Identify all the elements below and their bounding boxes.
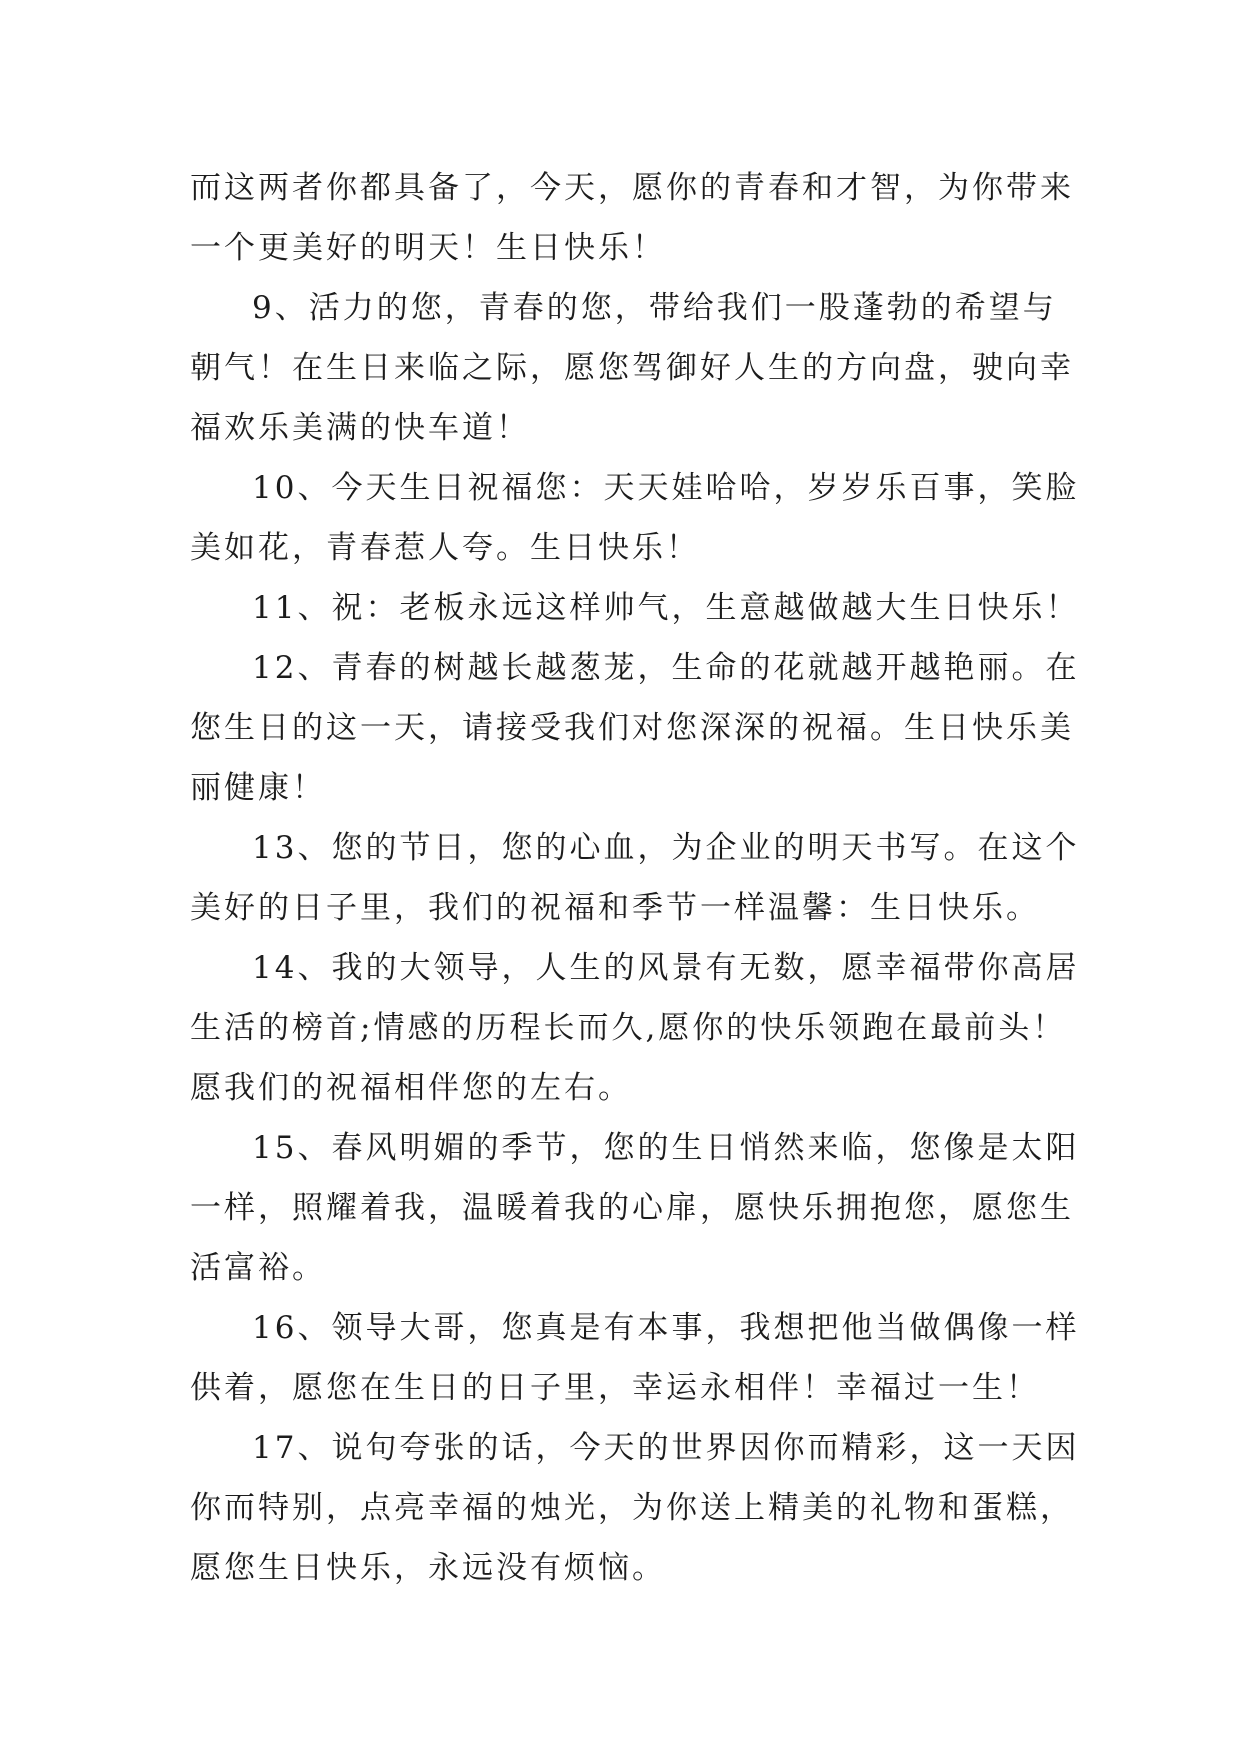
paragraph-15-start: 15、春风明媚的季节，您的生日悄然来临，您像是太阳 xyxy=(252,1130,1080,1166)
paragraph-11-start: 11、祝：老板永远这样帅气，生意越做越大生日快乐！ xyxy=(252,590,1080,626)
paragraph-9-start: 9、活力的您，青春的您，带给我们一股蓬勃的希望与 xyxy=(252,290,1057,326)
paragraph-10-start: 10、今天生日祝福您：天天娃哈哈，岁岁乐百事，笑脸 xyxy=(252,470,1080,506)
text-line: 您生日的这一天，请接受我们对您深深的祝福。生日快乐美 xyxy=(190,710,1074,746)
text-line: 愿我们的祝福相伴您的左右。 xyxy=(190,1070,632,1106)
text-line: 你而特别，点亮幸福的烛光，为你送上精美的礼物和蛋糕， xyxy=(190,1490,1074,1526)
text-line: 而这两者你都具备了，今天，愿你的青春和才智，为你带来 xyxy=(190,170,1074,206)
text-line: 愿您生日快乐，永远没有烦恼。 xyxy=(190,1550,666,1586)
text-line: 福欢乐美满的快车道！ xyxy=(190,410,530,446)
text-line: 美如花，青春惹人夸。生日快乐！ xyxy=(190,530,700,566)
text-line: 美好的日子里，我们的祝福和季节一样温馨：生日快乐。 xyxy=(190,890,1040,926)
paragraph-14-start: 14、我的大领导，人生的风景有无数，愿幸福带你高居 xyxy=(252,950,1080,986)
text-line: 供着，愿您在生日的日子里，幸运永相伴！幸福过一生！ xyxy=(190,1370,1040,1406)
text-line: 生活的榜首;情感的历程长而久,愿你的快乐领跑在最前头！ xyxy=(190,1010,1067,1046)
text-line: 活富裕。 xyxy=(190,1250,326,1286)
text-line: 一个更美好的明天！生日快乐！ xyxy=(190,230,666,266)
document-body xyxy=(190,158,1080,1598)
paragraph-12-start: 12、青春的树越长越葱茏，生命的花就越开越艳丽。在 xyxy=(252,650,1080,686)
text-line: 朝气！在生日来临之际，愿您驾御好人生的方向盘，驶向幸 xyxy=(190,350,1074,386)
paragraph-17-start: 17、说句夸张的话，今天的世界因你而精彩，这一天因 xyxy=(252,1430,1080,1466)
text-line: 丽健康！ xyxy=(190,770,326,806)
paragraph-16-start: 16、领导大哥，您真是有本事，我想把他当做偶像一样 xyxy=(252,1310,1080,1346)
paragraph-13-start: 13、您的节日，您的心血，为企业的明天书写。在这个 xyxy=(252,830,1080,866)
text-line: 一样，照耀着我，温暖着我的心扉，愿快乐拥抱您，愿您生 xyxy=(190,1190,1074,1226)
